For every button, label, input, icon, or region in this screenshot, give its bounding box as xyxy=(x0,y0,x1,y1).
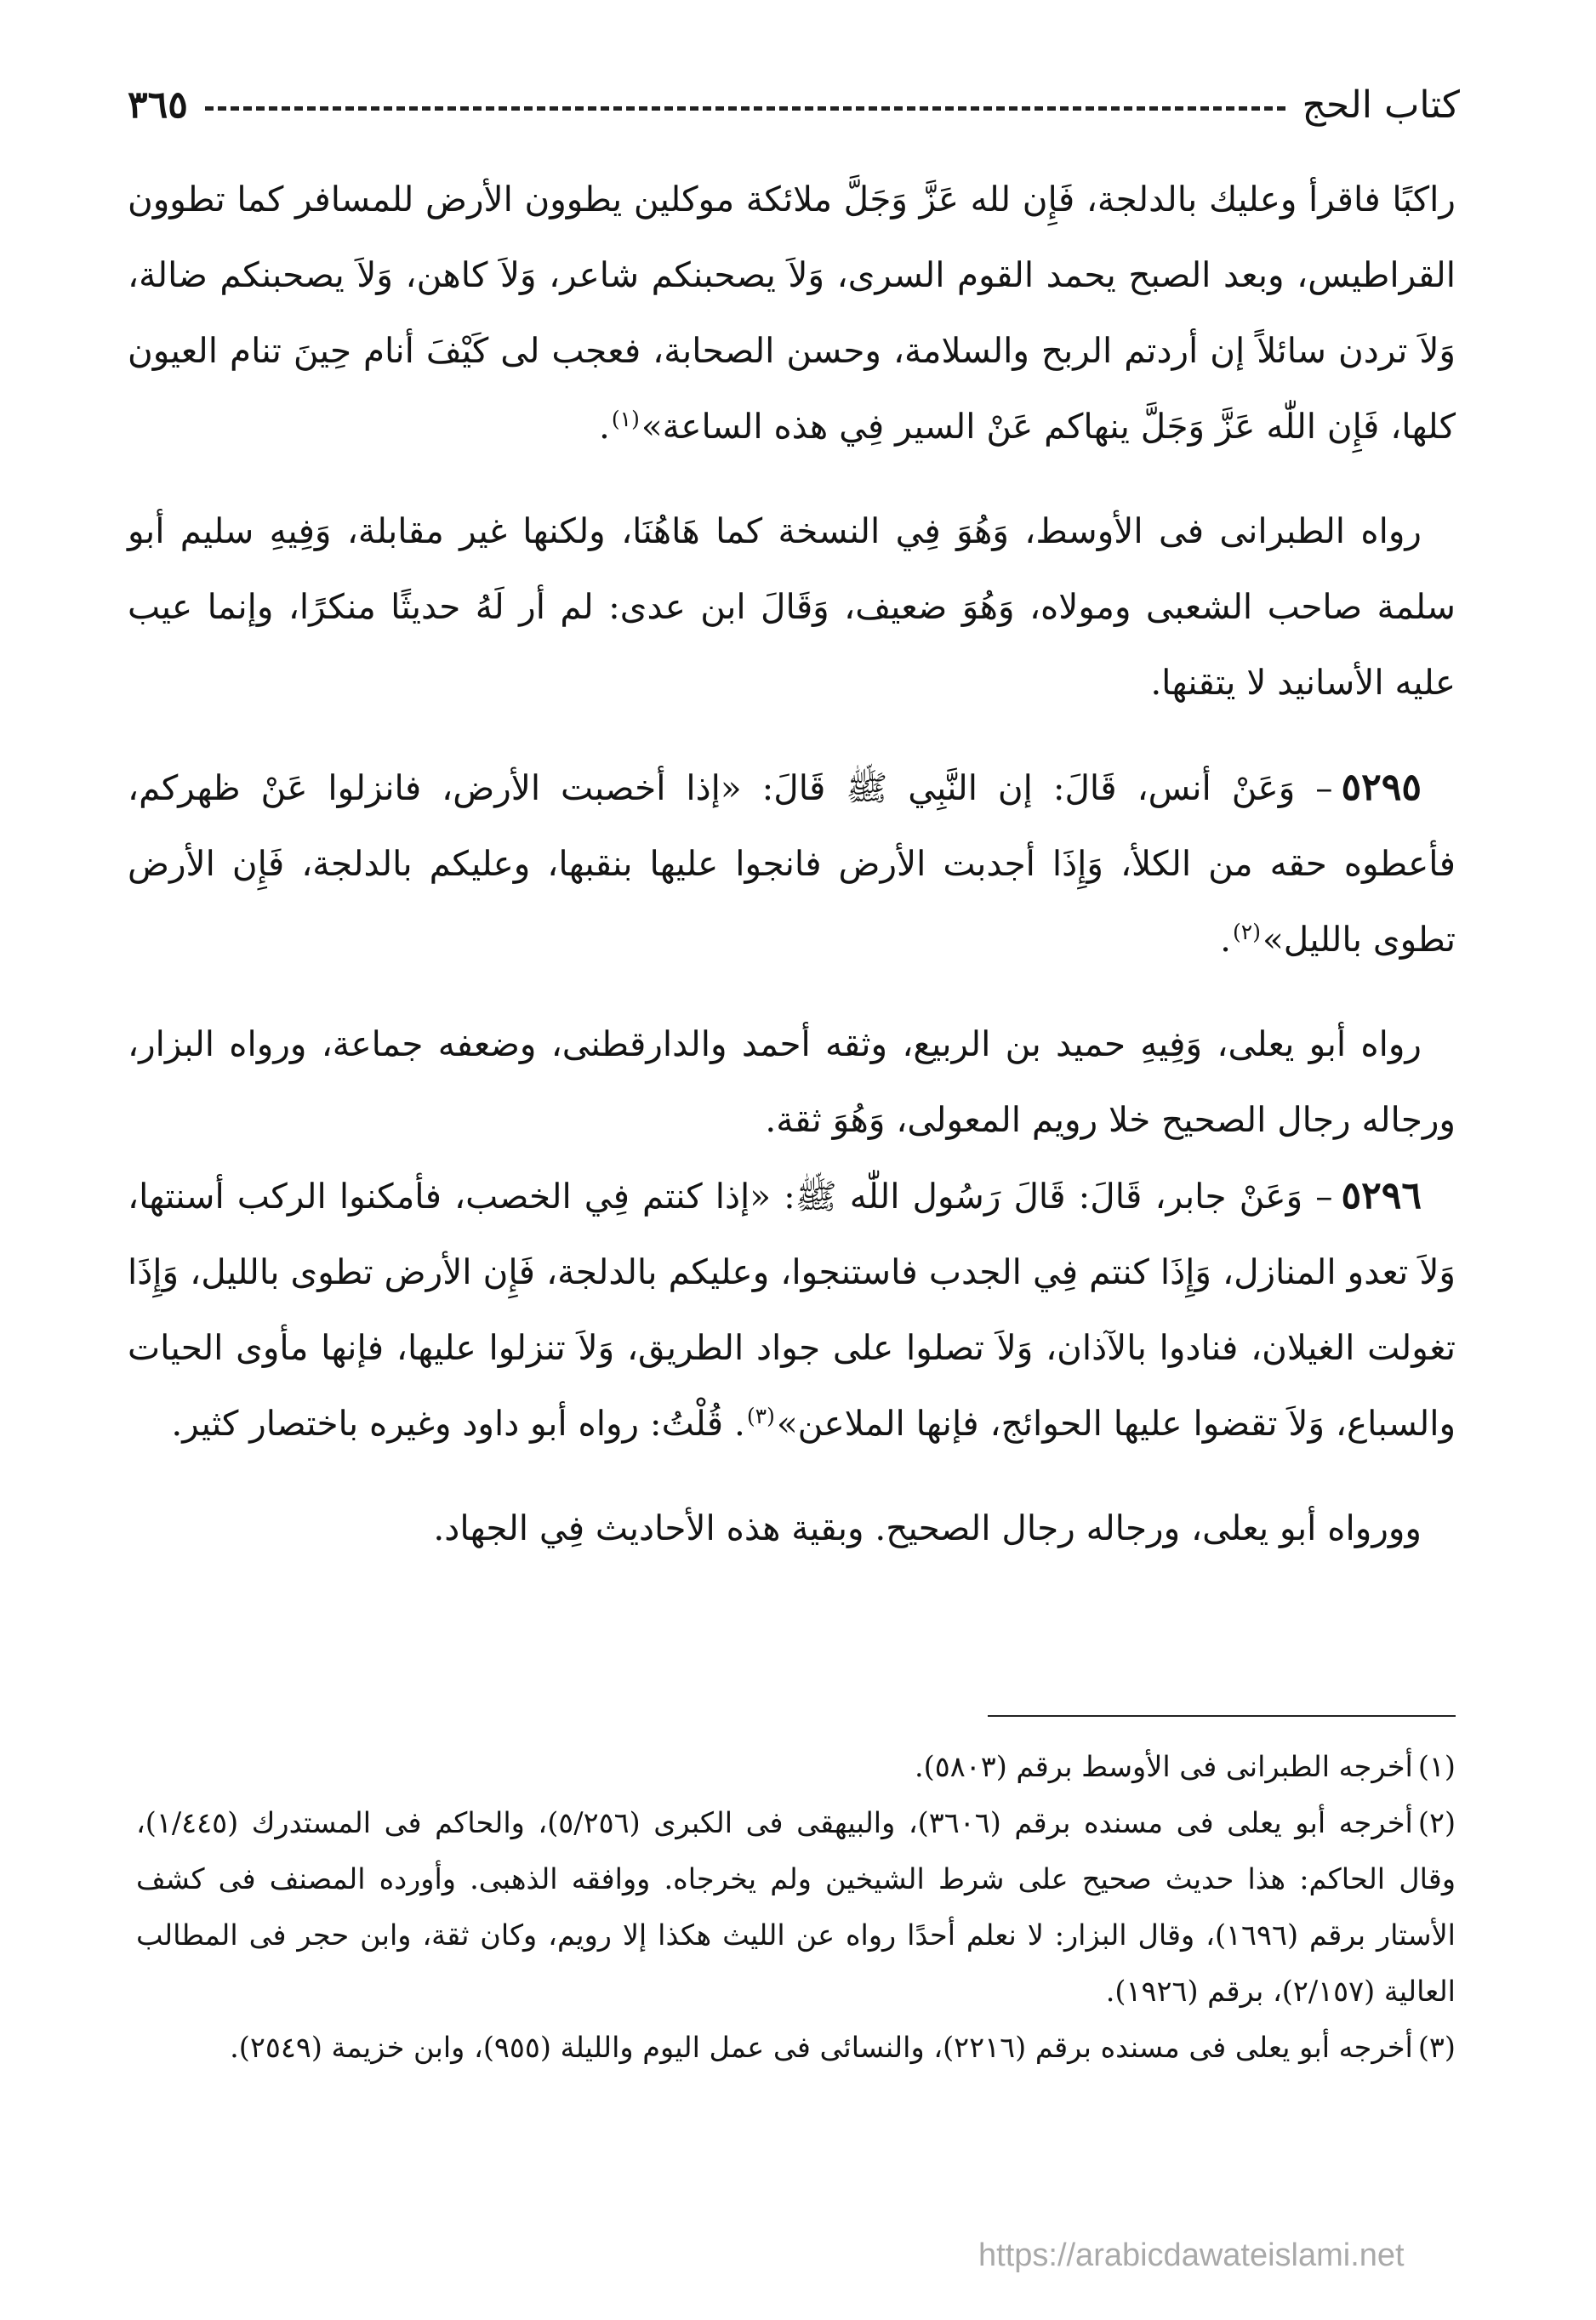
main-text xyxy=(128,162,1456,1566)
paragraph-end: . xyxy=(599,406,610,447)
paragraph-end: . xyxy=(1220,919,1231,960)
hadith-5296 xyxy=(128,1158,1456,1462)
paragraph-text: رواه أبو يعلى، وَفِيهِ حميد بن الربيع، وثقه أحمد والدارقطنى، وضعفه جماعة، ورواه البزار، ورجاله رجال الصحيح خلا رويم المعولى، وَهُوَ ثقة. xyxy=(128,1023,1456,1140)
footnote-mark: (٣) xyxy=(1417,2031,1456,2064)
paragraph-continuation xyxy=(128,162,1456,465)
watermark-url: https://arabicdawateislami.net xyxy=(978,2237,1405,2273)
running-header xyxy=(128,75,1460,134)
footnote-1 xyxy=(136,1739,1456,1795)
footnote-2 xyxy=(136,1795,1456,2020)
header-dashed-rule xyxy=(205,106,1285,111)
footnote-mark: (٢) xyxy=(1417,1806,1456,1839)
commentary-paragraph-3 xyxy=(128,1491,1456,1566)
footnote-3 xyxy=(136,2020,1456,2076)
footnote-text: أخرجه الطبرانى فى الأوسط برقم (٥٨٠٣). xyxy=(915,1750,1413,1783)
hadith-number: ٥٢٩٥ xyxy=(1341,766,1422,809)
hadith-text: – وَعَنْ جابر، قَالَ: قَالَ رَسُول اللّٰه ﷺ: «إذا كنتم فِي الخصب، فأمكنوا الركب أسنتها، وَلاَ تعدو المنازل، وَإِذَا كنتم فِي الجدب فاستنجوا، وعليكم بالدلجة، فَإِن الأرض تطوى بالليل، وَإِذَا تغولت الغيلان، فنادوا بالآذان، وَلاَ تصلوا على جواد الطريق، وَلاَ تنزلوا عليها، فإنها مأوى الحيات والسباع، وَلاَ تقضوا عليها الحوائج، فإنها الملاعن» xyxy=(128,1176,1456,1444)
footnote-ref-3[interactable]: (٣) xyxy=(746,1403,775,1428)
hadith-5295 xyxy=(128,750,1456,978)
footnote-ref-2[interactable]: (٢) xyxy=(1233,919,1261,944)
footnote-mark: (١) xyxy=(1417,1750,1456,1783)
commentary-paragraph-2 xyxy=(128,1006,1456,1158)
hadith-number: ٥٢٩٦ xyxy=(1341,1174,1422,1217)
paragraph-text: وورواه أبو يعلى، ورجاله رجال الصحيح. وبقية هذه الأحاديث فِي الجهاد. xyxy=(433,1508,1422,1548)
page-number: ٣٦٥ xyxy=(128,83,188,127)
commentary-paragraph-1 xyxy=(128,493,1456,721)
paragraph-text: رواه الطبرانى فى الأوسط، وَهُوَ فِي النسخة كما هَاهُنَا، ولكنها غير مقابلة، وَفِيهِ سليم أبو سلمة صاحب الشعبى ومولاه، وَهُوَ ضعيف، وَقَالَ ابن عدى: لم أر لَهُ حديثًا منكرًا، وإنما عيب عليه الأسانيد لا يتقنها. xyxy=(128,510,1456,703)
hadith-text: – وَعَنْ أنس، قَالَ: إن النَّبِي ﷺ قَالَ: «إذا أخصبت الأرض، فانزلوا عَنْ ظهركم، فأعطوه حقه من الكلأ، وَإِذَا أجدبت الأرض فانجوا عليها بنقبها، وعليكم بالدلجة، فَإِن الأرض تطوى بالليل» xyxy=(128,767,1456,960)
paragraph-end: . قُلْتُ: رواه أبو داود وغيره باختصار كثير. xyxy=(171,1403,745,1444)
footnotes xyxy=(136,1739,1456,2076)
footnote-separator xyxy=(988,1715,1456,1717)
footnote-ref-1[interactable]: (١) xyxy=(611,406,640,431)
footnote-text: أخرجه أبو يعلى فى مسنده برقم (٣٦٠٦)، والبيهقى فى الكبرى (٥/٢٥٦)، والحاكم فى المستدرك (١/٤٤٥)، وقال الحاكم: هذا حديث صحيح على شرط الشيخين ولم يخرجاه. ووافقه الذهبى. وأورده المصنف فى كشف الأستار برقم (١٦٩٦)، وقال البزار: لا نعلم أحدًا رواه عن الليث هكذا إلا رويم، وكان ثقة، وابن حجر فى المطالب العالية (٢/١٥٧)، برقم (١٩٢٦). xyxy=(136,1806,1456,2008)
book-title: كتاب الحج xyxy=(1302,83,1460,127)
paragraph-text: راكبًا فاقرأ وعليك بالدلجة، فَإِن لله عَزَّ وَجَلَّ ملائكة موكلين يطوون الأرض للمسافر كما تطوون القراطيس، وبعد الصبح يحمد القوم السرى، وَلاَ يصحبنكم شاعر، وَلاَ كاهن، وَلاَ يصحبنكم ضالة، وَلاَ تردن سائلاً إن أردتم الربح والسلامة، وحسن الصحابة، فعجب لى كَيْفَ أنام حِينَ تنام العيون كلها، فَإِن اللّٰه عَزَّ وَجَلَّ ينهاكم عَنْ السير فِي هذه الساعة» xyxy=(128,179,1456,447)
footnote-text: أخرجه أبو يعلى فى مسنده برقم (٢٢١٦)، والنسائى فى عمل اليوم والليلة (٩٥٥)، وابن خزيمة (٢٥٤٩). xyxy=(230,2031,1413,2064)
